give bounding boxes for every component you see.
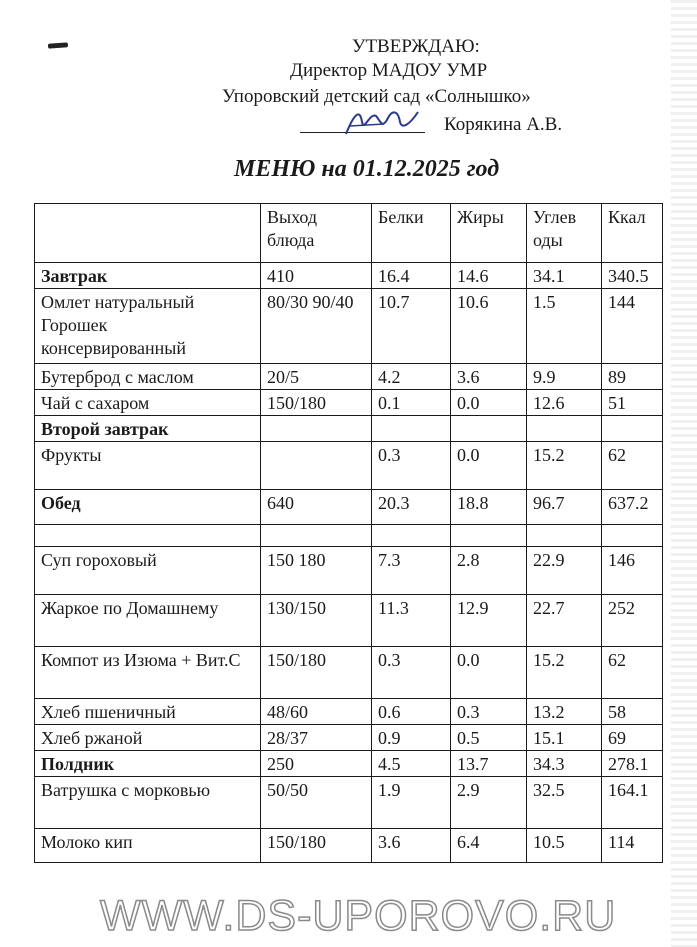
table-cell-name: Хлеб пшеничный (35, 699, 261, 725)
header-protein: Белки (372, 204, 451, 263)
table-cell-name: Бутерброд с маслом (35, 364, 261, 390)
table-cell-name (35, 525, 261, 547)
table-cell-name: Ватрушка с морковью (35, 777, 261, 829)
table-row (35, 525, 663, 547)
table-cell-p: 0.6 (372, 699, 451, 725)
approval-organization: Упоровский детский сад «Солнышко» (222, 86, 531, 107)
table-cell-out (261, 525, 372, 547)
table-cell-f: 12.9 (451, 595, 527, 647)
table-header-row (35, 204, 663, 263)
table-row (35, 364, 663, 390)
table-cell-out: 250 (261, 751, 372, 777)
table-cell-p: 0.1 (372, 390, 451, 416)
table-cell-p (372, 525, 451, 547)
table-row (35, 390, 663, 416)
table-cell-name: Второй завтрак (35, 416, 261, 442)
table-cell-p: 4.2 (372, 364, 451, 390)
table-row (35, 595, 663, 647)
table-cell-k: 62 (602, 442, 663, 490)
header-output: Выход блюда (261, 204, 372, 263)
table-cell-out: 640 (261, 490, 372, 525)
table-cell-k: 144 (602, 289, 663, 364)
table-cell-c: 34.3 (527, 751, 602, 777)
table-cell-name: Обед (35, 490, 261, 525)
table-cell-f: 0.5 (451, 725, 527, 751)
table-cell-name: Компот из Изюма + Вит.С (35, 647, 261, 699)
table-cell-out (261, 416, 372, 442)
table-cell-c: 34.1 (527, 263, 602, 289)
table-cell-f: 2.8 (451, 547, 527, 595)
table-cell-p: 0.3 (372, 647, 451, 699)
approval-signatory: Корякина А.В. (444, 114, 563, 135)
table-cell-out: 150/180 (261, 390, 372, 416)
table-cell-k: 58 (602, 699, 663, 725)
table-cell-c: 22.9 (527, 547, 602, 595)
table-cell-out: 48/60 (261, 699, 372, 725)
table-row (35, 289, 663, 364)
table-cell-c: 15.2 (527, 442, 602, 490)
table-cell-k: 62 (602, 647, 663, 699)
table-row (35, 547, 663, 595)
table-cell-out (261, 442, 372, 490)
table-cell-f (451, 416, 527, 442)
table-cell-p: 1.9 (372, 777, 451, 829)
table-cell-c (527, 416, 602, 442)
table-cell-c: 15.2 (527, 647, 602, 699)
approval-heading: УТВЕРЖДАЮ: (352, 36, 480, 57)
table-cell-p: 7.3 (372, 547, 451, 595)
table-row (35, 263, 663, 289)
table-cell-c: 12.6 (527, 390, 602, 416)
table-cell-f (451, 525, 527, 547)
table-cell-f: 13.7 (451, 751, 527, 777)
table-cell-p: 3.6 (372, 829, 451, 863)
table-row (35, 725, 663, 751)
table-row (35, 699, 663, 725)
table-cell-name: Хлеб ржаной (35, 725, 261, 751)
table-cell-p: 16.4 (372, 263, 451, 289)
table-cell-name: Молоко кип (35, 829, 261, 863)
table-cell-name: Омлет натуральный Горошек консервированный (35, 289, 261, 364)
table-cell-f: 3.6 (451, 364, 527, 390)
table-row (35, 442, 663, 490)
table-cell-out: 80/30 90/40 (261, 289, 372, 364)
table-cell-c: 22.7 (527, 595, 602, 647)
table-cell-p: 0.3 (372, 442, 451, 490)
table-cell-p: 20.3 (372, 490, 451, 525)
scan-edge-noise (671, 0, 697, 947)
table-cell-name: Суп гороховый (35, 547, 261, 595)
table-cell-c (527, 525, 602, 547)
table-cell-k: 89 (602, 364, 663, 390)
table-cell-k: 340.5 (602, 263, 663, 289)
table-cell-f: 18.8 (451, 490, 527, 525)
table-cell-c: 9.9 (527, 364, 602, 390)
table-cell-c: 1.5 (527, 289, 602, 364)
table-cell-name: Полдник (35, 751, 261, 777)
table-cell-name: Завтрак (35, 263, 261, 289)
table-cell-p: 11.3 (372, 595, 451, 647)
table-cell-k (602, 416, 663, 442)
table-cell-out: 20/5 (261, 364, 372, 390)
table-cell-f: 14.6 (451, 263, 527, 289)
table-cell-p (372, 416, 451, 442)
table-cell-f: 0.0 (451, 390, 527, 416)
table-cell-f: 10.6 (451, 289, 527, 364)
table-cell-out: 28/37 (261, 725, 372, 751)
header-kcal: Ккал (602, 204, 663, 263)
table-cell-out: 410 (261, 263, 372, 289)
table-cell-name: Чай с сахаром (35, 390, 261, 416)
table-row (35, 416, 663, 442)
table-cell-c: 15.1 (527, 725, 602, 751)
header-fat: Жиры (451, 204, 527, 263)
table-cell-k: 637.2 (602, 490, 663, 525)
table-cell-p: 0.9 (372, 725, 451, 751)
table-cell-name: Жаркое по Домашнему (35, 595, 261, 647)
table-row (35, 647, 663, 699)
table-cell-out: 150/180 (261, 829, 372, 863)
table-cell-k: 51 (602, 390, 663, 416)
menu-table (34, 203, 663, 863)
table-cell-p: 10.7 (372, 289, 451, 364)
approval-position: Директор МАДОУ УМР (290, 60, 488, 81)
table-cell-c: 32.5 (527, 777, 602, 829)
table-row (35, 751, 663, 777)
signature-mark (340, 104, 420, 140)
table-cell-f: 0.3 (451, 699, 527, 725)
header-dish (35, 204, 261, 263)
table-cell-f: 6.4 (451, 829, 527, 863)
table-cell-k: 164.1 (602, 777, 663, 829)
table-cell-out: 150/180 (261, 647, 372, 699)
table-cell-out: 130/150 (261, 595, 372, 647)
table-cell-c: 10.5 (527, 829, 602, 863)
scan-mark (48, 42, 68, 48)
table-cell-k: 278.1 (602, 751, 663, 777)
table-cell-p: 4.5 (372, 751, 451, 777)
website-watermark: WWW.DS-UPOROVO.RU (100, 892, 617, 940)
table-cell-c: 13.2 (527, 699, 602, 725)
header-carbs: Углев оды (527, 204, 602, 263)
table-row (35, 777, 663, 829)
table-cell-k: 114 (602, 829, 663, 863)
table-cell-out: 150 180 (261, 547, 372, 595)
table-cell-k: 69 (602, 725, 663, 751)
table-cell-k: 146 (602, 547, 663, 595)
table-cell-out: 50/50 (261, 777, 372, 829)
table-cell-k: 252 (602, 595, 663, 647)
table-cell-name: Фрукты (35, 442, 261, 490)
table-cell-f: 0.0 (451, 442, 527, 490)
table-cell-c: 96.7 (527, 490, 602, 525)
table-cell-f: 0.0 (451, 647, 527, 699)
table-row (35, 490, 663, 525)
table-cell-f: 2.9 (451, 777, 527, 829)
menu-title: МЕНЮ на 01.12.2025 год (234, 156, 500, 182)
table-row (35, 829, 663, 863)
table-cell-k (602, 525, 663, 547)
